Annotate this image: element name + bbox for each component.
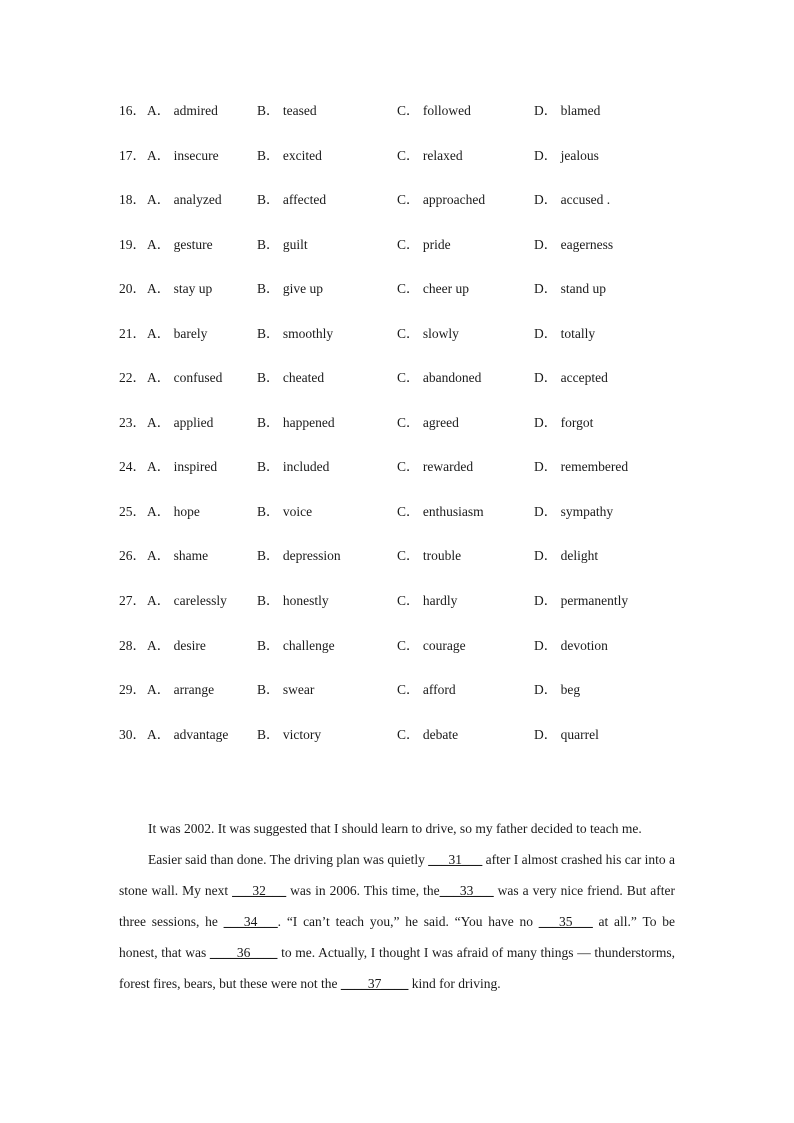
blank-36: ____36____ <box>209 945 278 960</box>
option-a: A． desire <box>147 637 206 653</box>
option-c: C． hardly <box>397 593 458 609</box>
question-number: 22． <box>119 370 146 386</box>
option-c: C． approached <box>397 192 486 208</box>
blank-37: ____37____ <box>340 976 409 991</box>
option-d: D． jealous <box>534 147 599 163</box>
question-row <box>119 546 719 591</box>
option-a: A． admired <box>147 103 218 118</box>
option-a: A． analyzed <box>147 192 222 208</box>
option-c: C． cheer up <box>397 281 469 297</box>
option-a: A． carelessly <box>147 593 227 609</box>
blank-33: ___33___ <box>439 883 494 898</box>
question-number: 25． <box>119 503 146 519</box>
option-c: C． rewarded <box>397 459 474 475</box>
question-number: 23． <box>119 414 146 430</box>
question-row <box>119 190 719 235</box>
blank-31: ___31___ <box>428 852 483 867</box>
passage-text: It was 2002. It was suggested that I should learn to drive, so my father decided to teach me. <box>148 821 642 836</box>
option-d: D． quarrel <box>534 726 599 742</box>
option-b: B． cheated <box>257 370 325 386</box>
passage-text: kind for driving. <box>408 976 501 991</box>
option-d: D． beg <box>534 682 581 698</box>
question-row <box>119 457 719 502</box>
passage-text: was in 2006. This time, the <box>286 883 440 898</box>
question-row <box>119 324 719 369</box>
question-row <box>119 680 719 725</box>
option-c: C． agreed <box>397 414 459 430</box>
question-row <box>119 591 719 636</box>
option-c: C． trouble <box>397 548 462 564</box>
option-c: C． afford <box>397 682 456 698</box>
question-row <box>119 279 719 324</box>
option-b: B． give up <box>257 281 323 297</box>
option-a: A． stay up <box>147 281 213 297</box>
option-a: A． shame <box>147 548 209 564</box>
option-a: A． gesture <box>147 236 213 252</box>
option-d: D． stand up <box>534 281 606 297</box>
option-b: B． affected <box>257 192 327 208</box>
option-d: D． permanently <box>534 593 629 609</box>
question-number: 28． <box>119 637 146 653</box>
question-number: 21． <box>119 325 146 341</box>
option-a: A． barely <box>147 325 208 341</box>
blank-32: ___32___ <box>232 883 287 898</box>
option-b: B． included <box>257 459 330 475</box>
passage-paragraph-2 <box>119 844 675 999</box>
option-b: B． victory <box>257 726 322 742</box>
option-d: D． remembered <box>534 459 629 475</box>
option-b: B． guilt <box>257 236 308 252</box>
question-row <box>119 636 719 681</box>
blank-34: ___34___ <box>223 914 278 929</box>
blank-35: ___35___ <box>538 914 593 929</box>
question-number: 27． <box>119 593 146 609</box>
option-a: A． inspired <box>147 459 218 475</box>
option-c: C． enthusiasm <box>397 503 484 519</box>
passage-paragraph-1 <box>119 813 675 844</box>
option-c: C． relaxed <box>397 147 463 163</box>
passage-text: was a very nice friend. But after three sessions, he <box>119 883 675 929</box>
option-b: B． honestly <box>257 593 329 609</box>
question-number: 19． <box>119 236 146 252</box>
option-c: C． debate <box>397 726 459 742</box>
option-c: C． courage <box>397 637 466 653</box>
option-d: D． delight <box>534 548 599 564</box>
option-b: B． smoothly <box>257 325 334 341</box>
option-c: C． abandoned <box>397 370 482 386</box>
option-b: B． swear <box>257 682 315 698</box>
question-list <box>119 101 719 769</box>
option-d: D． sympathy <box>534 503 614 519</box>
question-row <box>119 725 719 770</box>
passage-text: after I almost crashed his car into a stone wall. My next <box>119 852 676 898</box>
option-d: D． totally <box>534 325 596 341</box>
question-row <box>119 413 719 458</box>
passage-text: to me. Actually, I thought I was afraid of many things — thunderstorms, forest fires, bears, but these were not the <box>119 945 675 991</box>
question-number: 17． <box>119 147 146 163</box>
option-b: B． happened <box>257 414 335 430</box>
question-number: 18． <box>119 192 146 208</box>
option-c: C． slowly <box>397 325 459 341</box>
passage-text: Easier said than done. The driving plan was quietly <box>148 852 429 867</box>
option-b: B． teased <box>257 103 317 118</box>
option-a: A． arrange <box>147 682 215 698</box>
option-a: A． advantage <box>147 726 229 742</box>
question-number: 29． <box>119 682 146 698</box>
question-row <box>119 146 719 191</box>
option-d: D． forgot <box>534 414 594 430</box>
option-c: C． followed <box>397 103 471 118</box>
option-a: A． insecure <box>147 147 219 163</box>
option-d: D． eagerness <box>534 236 614 252</box>
option-d: D． accepted <box>534 370 608 386</box>
option-b: B． depression <box>257 548 341 564</box>
option-b: B． challenge <box>257 637 335 653</box>
option-c: C． pride <box>397 236 451 252</box>
passage-text: . “I can’t teach you,” he said. “You have no <box>277 914 539 929</box>
question-number: 16． <box>119 103 146 118</box>
question-row <box>119 101 719 146</box>
option-b: B． voice <box>257 503 313 519</box>
question-number: 26． <box>119 548 146 564</box>
question-row <box>119 235 719 280</box>
passage-text: at all.” To be honest, that was <box>119 914 676 960</box>
question-row <box>119 368 719 413</box>
option-b: B． excited <box>257 147 322 163</box>
reading-passage <box>119 813 675 999</box>
option-a: A． applied <box>147 414 214 430</box>
option-d: D． accused . <box>534 192 611 208</box>
option-a: A． hope <box>147 503 200 519</box>
question-number: 24． <box>119 459 146 475</box>
option-a: A． confused <box>147 370 223 386</box>
option-d: D． blamed <box>534 103 601 118</box>
question-row <box>119 502 719 547</box>
question-number: 20． <box>119 281 146 297</box>
question-number: 30． <box>119 726 146 742</box>
option-d: D． devotion <box>534 637 608 653</box>
